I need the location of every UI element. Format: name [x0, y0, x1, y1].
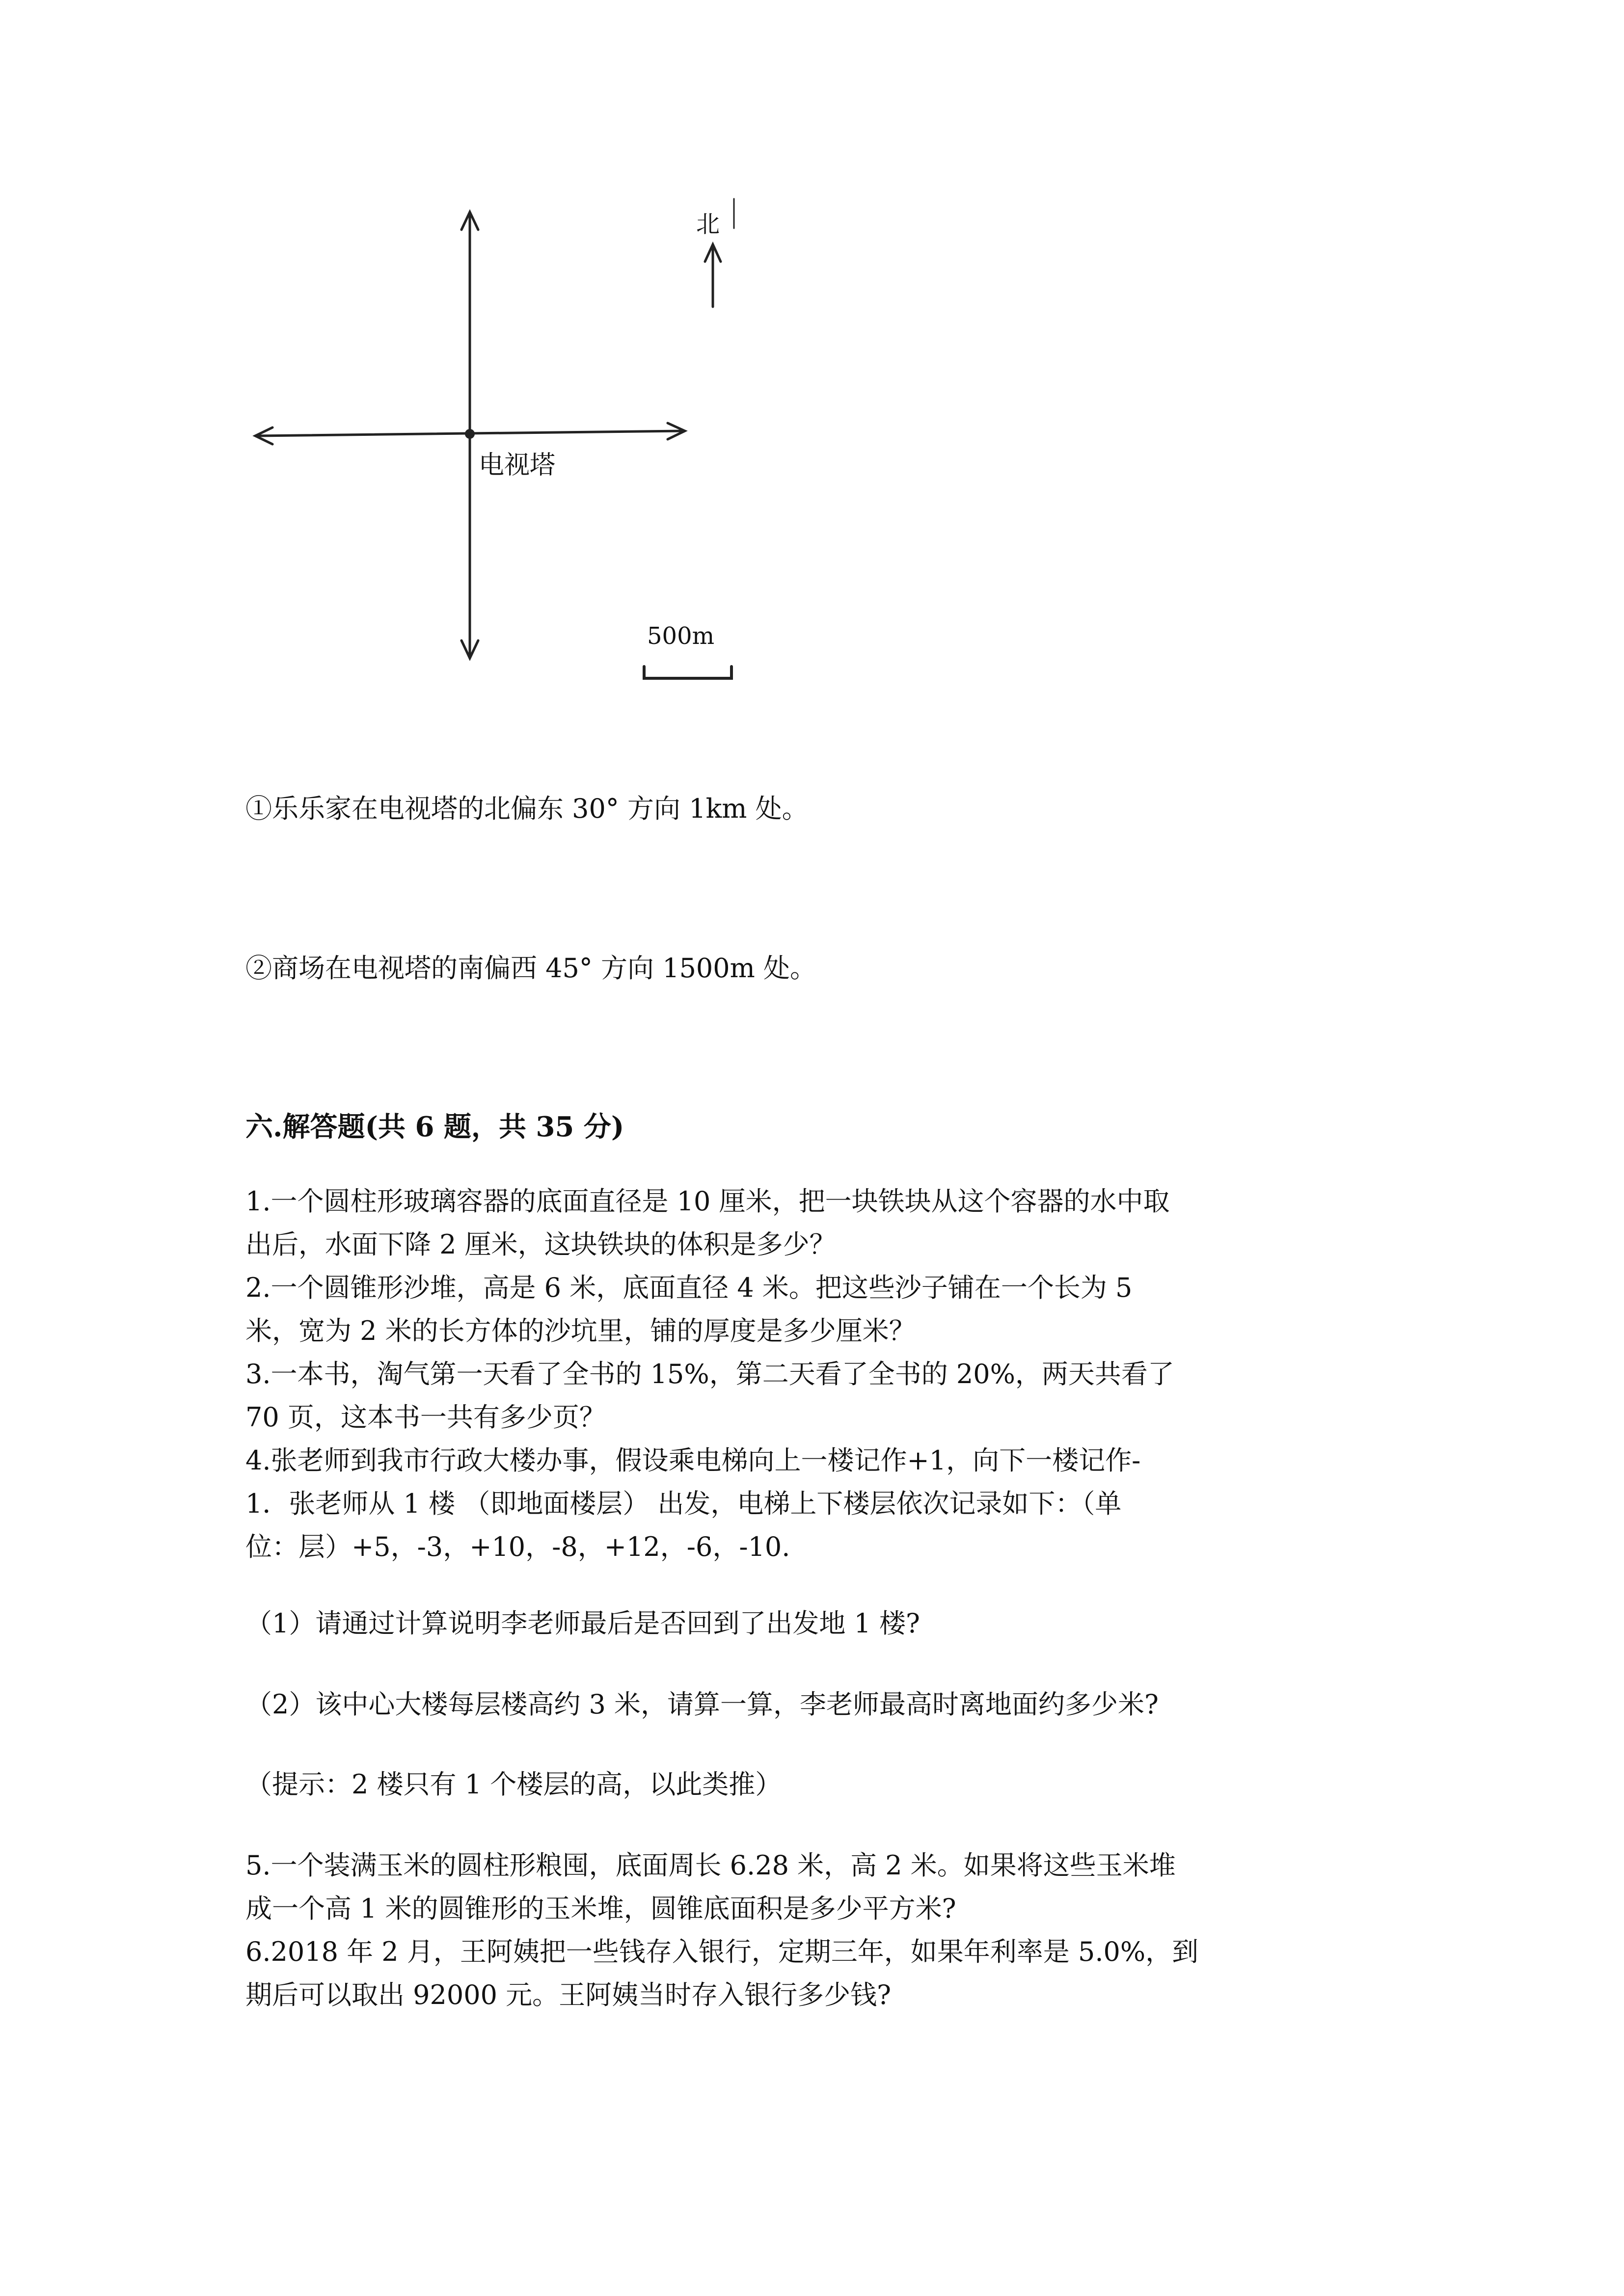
question-4-sub-1: （1）请通过计算说明李老师最后是否回到了出发地 1 楼?	[245, 1608, 920, 1639]
tv-tower-point	[465, 429, 475, 439]
question-4-line-2: 1．张老师从 1 楼 （即地面楼层） 出发，电梯上下楼层依次记录如下：（单	[245, 1488, 1122, 1519]
question-6-line-1: 6.2018 年 2 月，王阿姨把一些钱存入银行，定期三年，如果年利率是 5.0%，到	[245, 1936, 1199, 1967]
question-6-line-2: 期后可以取出 92000 元。王阿姨当时存入银行多少钱?	[245, 1979, 892, 2010]
question-1-line-1: 1.一个圆柱形玻璃容器的底面直径是 10 厘米，把一块铁块从这个容器的水中取	[245, 1186, 1170, 1217]
question-4-hint: （提示：2 楼只有 1 个楼层的高，以此类推）	[245, 1769, 782, 1800]
task-item-1: ①乐乐家在电视塔的北偏东 30° 方向 1km 处。	[245, 793, 809, 824]
direction-map-figure	[0, 0, 1624, 736]
scale-label: 500m	[647, 622, 715, 650]
question-5-line-2: 成一个高 1 米的圆锥形的玉米堆，圆锥底面积是多少平方米?	[245, 1893, 956, 1924]
section-title: 六.解答题(共 6 题，共 35 分)	[245, 1111, 624, 1143]
question-2-line-2: 米，宽为 2 米的长方体的沙坑里，铺的厚度是多少厘米？	[245, 1315, 916, 1346]
question-4-sub-2: （2）该中心大楼每层楼高约 3 米，请算一算，李老师最高时离地面约多少米?	[245, 1689, 1159, 1720]
tv-tower-label: 电视塔	[479, 451, 556, 480]
question-5-line-1: 5.一个装满玉米的圆柱形粮囤，底面周长 6.28 米，高 2 米。如果将这些玉米堆	[245, 1850, 1176, 1881]
question-4-line-3: 位：层）+5，-3，+10，-8，+12，-6，-10.	[245, 1531, 790, 1562]
north-label: 北	[696, 211, 720, 238]
question-2-line-1: 2.一个圆锥形沙堆，高是 6 米，底面直径 4 米。把这些沙子铺在一个长为 5	[245, 1272, 1133, 1303]
question-3-line-2: 70 页，这本书一共有多少页？	[245, 1402, 606, 1433]
task-item-2: ②商场在电视塔的南偏西 45° 方向 1500m 处。	[245, 953, 817, 984]
question-4-line-1: 4.张老师到我市行政大楼办事，假设乘电梯向上一楼记作+1，向下一楼记作-	[245, 1445, 1141, 1476]
question-3-line-1: 3.一本书，淘气第一天看了全书的 15%，第二天看了全书的 20%，两天共看了	[245, 1359, 1174, 1389]
scale-bar	[644, 667, 731, 678]
question-1-line-2: 出后，水面下降 2 厘米，这块铁块的体积是多少？	[245, 1229, 836, 1260]
